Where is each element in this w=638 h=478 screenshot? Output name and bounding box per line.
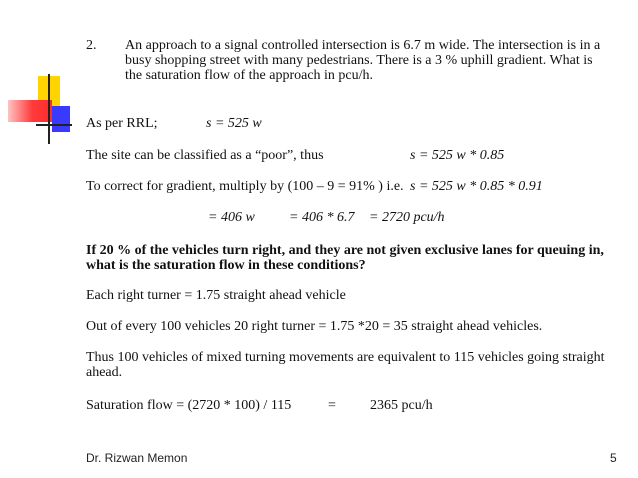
site-formula: s = 525 w * 0.85	[410, 148, 505, 163]
site-text: The site can be classified as a “poor”, thus	[86, 148, 324, 163]
problem-line-3: the saturation flow of the approach in pcu/h.	[125, 68, 374, 83]
problem-number: 2.	[86, 38, 97, 53]
out-of-text: Out of every 100 vehicles 20 right turner = 1.75 *20 = 35 straight ahead vehicles.	[86, 319, 543, 334]
footer-author: Dr. Rizwan Memon	[86, 451, 188, 465]
result-part-1: = 406 w	[208, 210, 255, 225]
problem-line-2: busy shopping street with many pedestrians. There is a 3 % uphill gradient. What is	[125, 53, 593, 68]
thus-line-2: ahead.	[86, 365, 123, 380]
rrl-formula: s = 525 w	[206, 116, 262, 131]
thus-line-1: Thus 100 vehicles of mixed turning movements are equivalent to 115 vehicles going straight	[86, 350, 605, 365]
problem-line-1: An approach to a signal controlled intersection is 6.7 m wide. The intersection is in a	[125, 38, 601, 53]
gradient-formula: s = 525 w * 0.85 * 0.91	[410, 179, 543, 194]
logo-blue-block	[52, 106, 70, 132]
saturation-value: 2365 pcu/h	[370, 398, 433, 413]
logo-horizontal-line	[36, 124, 72, 126]
question-line-1: If 20 % of the vehicles turn right, and they are not given exclusive lanes for queuing in,	[86, 243, 604, 258]
question-line-2: what is the saturation flow in these conditions?	[86, 258, 366, 273]
gradient-text: To correct for gradient, multiply by (100 – 9 = 91% ) i.e.	[86, 179, 404, 194]
rrl-label: As per RRL;	[86, 116, 158, 131]
saturation-equals: =	[328, 398, 336, 413]
saturation-text: Saturation flow = (2720 * 100) / 115	[86, 398, 292, 413]
result-part-2: = 406 * 6.7	[289, 210, 355, 225]
page-number: 5	[610, 451, 617, 465]
turner-text: Each right turner = 1.75 straight ahead vehicle	[86, 288, 346, 303]
decorative-logo	[8, 74, 68, 144]
logo-red-block	[8, 100, 52, 122]
result-part-3: = 2720 pcu/h	[369, 210, 445, 225]
logo-vertical-line	[48, 74, 50, 144]
